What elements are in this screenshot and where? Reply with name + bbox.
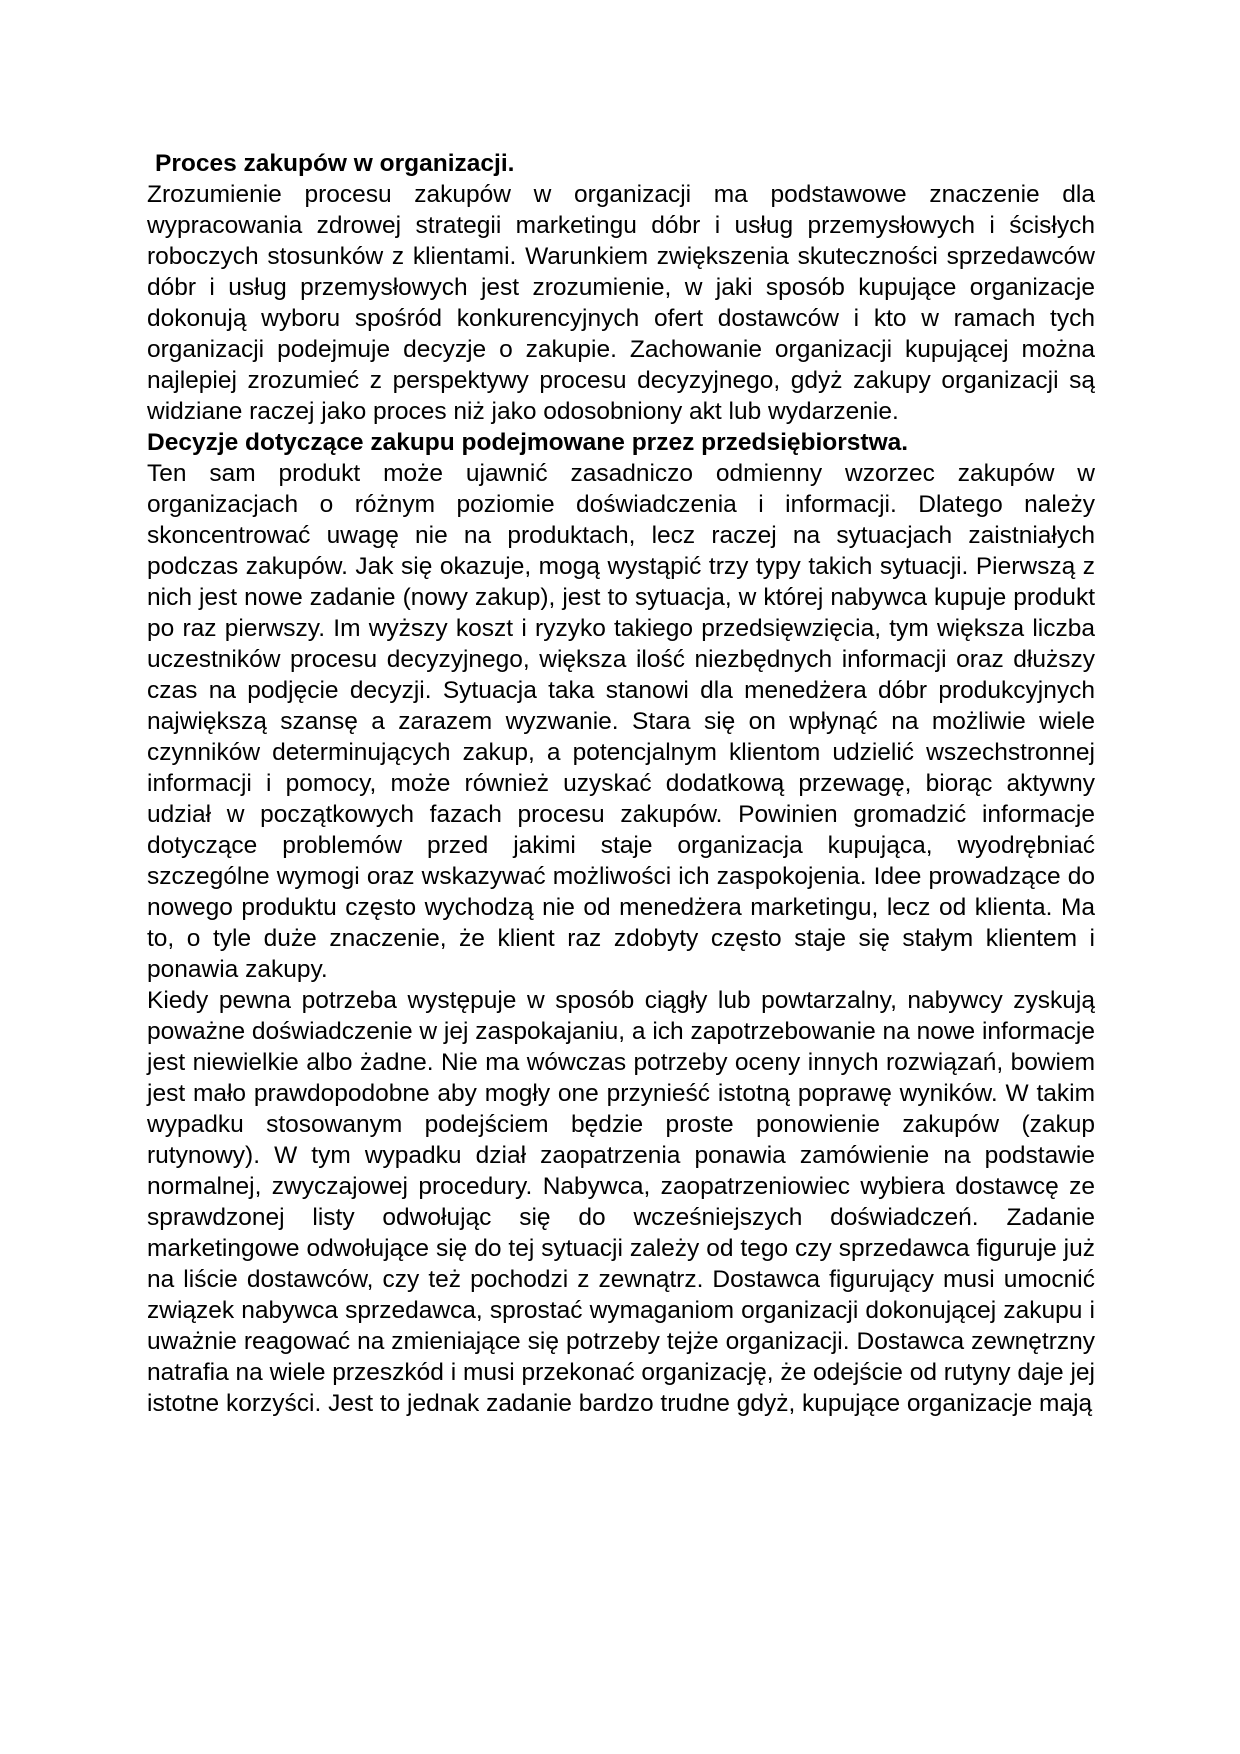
paragraph-rebuy: Kiedy pewna potrzeba występuje w sposób ciągły lub powtarzalny, nabywcy zyskują poważne doświadczenie w jej zaspokajaniu, a ich zapotrzebowanie na nowe informacje jest niewielkie albo żadne. Nie ma wówczas potrzeby oceny innych rozwiązań, bowiem jest mało prawdopodobne aby mogły one przynieść istotną poprawę wyników. W takim wypadku stosowanym podejściem będzie proste ponowienie zakupów (zakup rutynowy). W tym wypadku dział zaopatrzenia ponawia zamówienie na podstawie normalnej, zwyczajowej procedury. Nabywca, zaopatrzeniowiec wybiera dostawcę ze sprawdzonej listy odwołując się do wcześniejszych doświadczeń. Zadanie marketingowe odwołujące się do tej sytuacji zależy od tego czy sprzedawca figuruje już na liście dostawców, czy też pochodzi z zewnątrz. Dostawca figurujący musi umocnić związek nabywca sprzedawca, sprostać wymaganiom organizacji dokonującej zakupu i uważnie reagować na zmieniające się potrzeby tejże organizacji. Dostawca zewnętrzny natrafia na wiele przeszkód i musi przekonać organizację, że odejście od rutyny daje jej istotne korzyści. Jest to jednak zadanie bardzo trudne gdyż, kupujące organizacje mają <box>147 987 1095 1417</box>
document-page <box>147 148 1095 1419</box>
document-title: Proces zakupów w organizacji. <box>155 150 515 177</box>
paragraph-intro: Zrozumienie procesu zakupów w organizacji ma podstawowe znaczenie dla wypracowania zdrowej strategii marketingu dóbr i usług przemysłowych i ścisłych roboczych stosunków z klientami. Warunkiem zwiększenia skuteczności sprzedawców dóbr i usług przemysłowych jest zrozumienie, w jaki sposób kupujące organizacje dokonują wyboru spośród konkurencyjnych ofert dostawców i kto w ramach tych organizacji podejmuje decyzje o zakupie. Zachowanie organizacji kupującej można najlepiej zrozumieć z perspektywy procesu decyzyjnego, gdyż zakupy organizacji są widziane raczej jako proces niż jako odosobniony akt lub wydarzenie. <box>147 181 1095 425</box>
paragraph-new-task: Ten sam produkt może ujawnić zasadniczo odmienny wzorzec zakupów w organizacjach o różnym poziomie doświadczenia i informacji. Dlatego należy skoncentrować uwagę nie na produktach, lecz raczej na sytuacjach zaistniałych podczas zakupów. Jak się okazuje, mogą wystąpić trzy typy takich sytuacji. Pierwszą z nich jest nowe zadanie (nowy zakup), jest to sytuacja, w której nabywca kupuje produkt po raz pierwszy. Im wyższy koszt i ryzyko takiego przedsięwzięcia, tym większa liczba uczestników procesu decyzyjnego, większa ilość niezbędnych informacji oraz dłuższy czas na podjęcie decyzji. Sytuacja taka stanowi dla menedżera dóbr produkcyjnych największą szansę a zarazem wyzwanie. Stara się on wpłynąć na możliwie wiele czynników determinujących zakup, a potencjalnym klientom udzielić wszechstronnej informacji i pomocy, może również uzyskać dodatkową przewagę, biorąc aktywny udział w początkowych fazach procesu zakupów. Powinien gromadzić informacje dotyczące problemów przed jakimi staje organizacja kupująca, wyodrębniać szczególne wymogi oraz wskazywać możliwości ich zaspokojenia. Idee prowadzące do nowego produktu często wychodzą nie od menedżera marketingu, lecz od klienta. Ma to, o tyle duże znaczenie, że klient raz zdobyty często staje się stałym klientem i ponawia zakupy. <box>147 460 1095 983</box>
section-heading: Decyzje dotyczące zakupu podejmowane przez przedsiębiorstwa. <box>147 429 909 456</box>
